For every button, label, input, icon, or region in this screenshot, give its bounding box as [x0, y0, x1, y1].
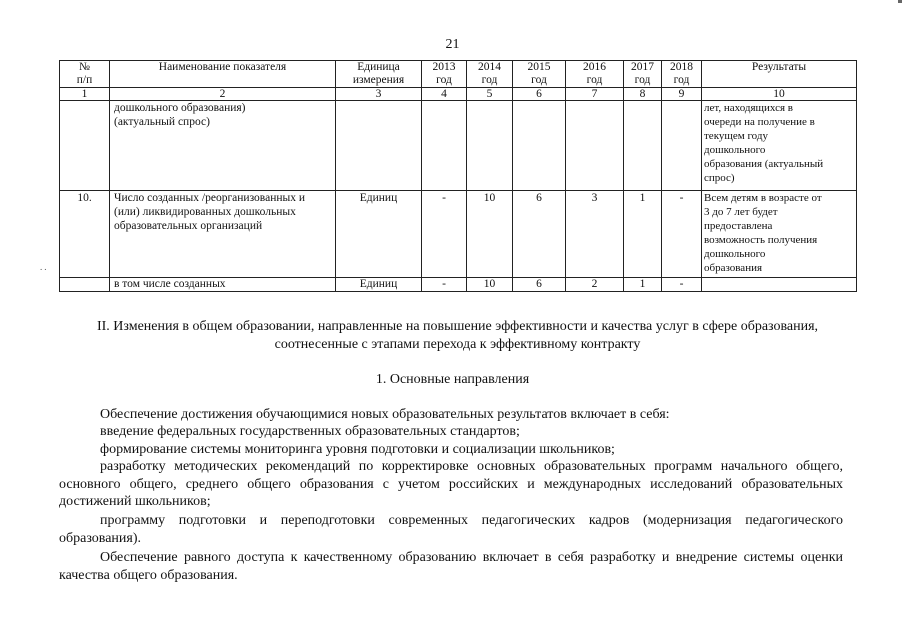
row-value-2013: -: [422, 191, 467, 278]
header-year-label: 2018: [670, 61, 693, 73]
header-result: Результаты: [702, 61, 857, 88]
header-year-label: 2016: [583, 61, 606, 73]
row-name: в том числе созданных: [110, 278, 336, 292]
body-paragraph: формирование системы мониторинга уровня подготовки и социализации школьников;: [100, 441, 615, 457]
column-number: 9: [662, 88, 702, 101]
header-year-suffix: год: [481, 74, 498, 86]
column-number: 1: [60, 88, 110, 101]
row-result-line: 3 до 7 лет будет: [704, 206, 778, 218]
header-unit: [336, 61, 422, 88]
table-header-row: [60, 61, 857, 88]
body-paragraph: Обеспечение достижения обучающимися новых образовательных результатов включает в себя:: [100, 407, 670, 422]
header-year-suffix: год: [634, 74, 651, 86]
row-result-line: дошкольного: [704, 248, 766, 260]
row-result-line: очереди на получение в: [704, 116, 815, 128]
row-result-line: спрос): [704, 172, 735, 184]
row-result: [702, 191, 857, 278]
row-num: [60, 278, 110, 292]
row-value-2018: -: [662, 191, 702, 278]
header-year-label: 2014: [478, 61, 501, 73]
section-heading: II. Изменения в общем образовании, направленные на повышение эффективности и качества услуг в сфере образования, соотнесенные с этапами перехода к эффективному контракту: [96, 319, 819, 352]
row-result-line: образования: [704, 262, 763, 274]
table-row-10: [60, 191, 857, 278]
body-paragraph: разработку методических рекомендаций по корректировке основных образовательных программ начального общего, основного общего, среднего общего образования с учетом российских и международных исследований образовательных достижений школьников;: [59, 459, 843, 510]
row-value-2013: -: [422, 278, 467, 292]
column-number: 10: [702, 88, 857, 101]
row-name-line: (актуальный спрос): [114, 116, 210, 128]
row-result-line: возможность получения: [704, 234, 818, 246]
row-value-2015: 6: [513, 191, 566, 278]
header-num: [60, 61, 110, 88]
header-year-2017: [624, 61, 662, 88]
page-number: 21: [445, 37, 460, 52]
header-year-2018: [662, 61, 702, 88]
header-year-label: 2017: [631, 61, 654, 73]
header-year-suffix: год: [673, 74, 690, 86]
header-name: Наименование показателя: [110, 61, 336, 88]
column-number: 3: [336, 88, 422, 101]
header-year-suffix: год: [531, 74, 547, 86]
row-value-2017: [624, 101, 662, 191]
column-number-row: [60, 88, 857, 101]
body-paragraph: введение федеральных государственных образовательных стандартов;: [100, 424, 520, 440]
row-value-2016: 3: [566, 191, 624, 278]
header-year-suffix: год: [436, 74, 452, 86]
row-name-line: Число созданных /реорганизованных и: [114, 192, 306, 204]
row-result-line: предоставлена: [704, 220, 773, 232]
scan-speckle: ..: [40, 262, 49, 272]
row-result-line: дошкольного: [704, 144, 766, 156]
row-value-2018: -: [662, 278, 702, 292]
header-unit-line1: Единица: [357, 61, 400, 73]
header-unit-line2: измерения: [352, 74, 405, 86]
row-result-line: образования (актуальный: [704, 158, 824, 170]
row-value-2016: 2: [566, 278, 624, 292]
header-year-2016: [566, 61, 624, 88]
row-value-2016: [566, 101, 624, 191]
body-paragraph: Обеспечение равного доступа к качественному образованию включает в себя разработку и внедрение системы оценки качества общего образования.: [59, 550, 843, 583]
column-number: 5: [467, 88, 513, 101]
indicators-table: [59, 60, 857, 292]
row-num: 10.: [60, 191, 110, 278]
column-number: 6: [513, 88, 566, 101]
row-name-line: дошкольного образования): [114, 102, 246, 114]
row-value-2018: [662, 101, 702, 191]
row-name: [110, 101, 336, 191]
header-year-2014: [467, 61, 513, 88]
row-unit: [336, 101, 422, 191]
section-body: [59, 406, 843, 584]
row-value-2014: [467, 101, 513, 191]
row-value-2013: [422, 101, 467, 191]
header-year-2015: [513, 61, 566, 88]
row-name-line: образовательных организаций: [114, 220, 263, 232]
header-year-2013: [422, 61, 467, 88]
header-year-suffix: год: [586, 74, 603, 86]
row-result-line: лет, находящихся в: [704, 102, 793, 114]
row-name: [110, 191, 336, 278]
row-name-line: (или) ликвидированных дошкольных: [114, 206, 296, 218]
header-year-label: 2015: [527, 61, 551, 73]
row-value-2014: 10: [467, 278, 513, 292]
row-value-2017: 1: [624, 278, 662, 292]
row-value-2017: 1: [624, 191, 662, 278]
row-num: [60, 101, 110, 191]
row-result: [702, 278, 857, 292]
table-row-sub: [60, 278, 857, 292]
column-number: 2: [110, 88, 336, 101]
row-value-2014: 10: [467, 191, 513, 278]
header-year-label: 2013: [432, 61, 456, 73]
section-subheading: 1. Основные направления: [375, 372, 530, 387]
row-unit: Единиц: [336, 278, 422, 292]
row-result-line: Всем детям в возрасте от: [704, 192, 822, 204]
row-result-line: текущем году: [704, 130, 768, 142]
column-number: 4: [422, 88, 467, 101]
column-number: 7: [566, 88, 624, 101]
header-num-line1: №: [79, 61, 90, 73]
body-paragraph: программу подготовки и переподготовки современных педагогических кадров (модернизация педагогического образования).: [59, 513, 843, 546]
row-unit: Единиц: [336, 191, 422, 278]
table-row-continuation: [60, 101, 857, 191]
column-number: 8: [624, 88, 662, 101]
row-value-2015: [513, 101, 566, 191]
scan-mark: [898, 0, 902, 3]
row-result: [702, 101, 857, 191]
header-num-line2: п/п: [76, 74, 93, 86]
row-value-2015: 6: [513, 278, 566, 292]
